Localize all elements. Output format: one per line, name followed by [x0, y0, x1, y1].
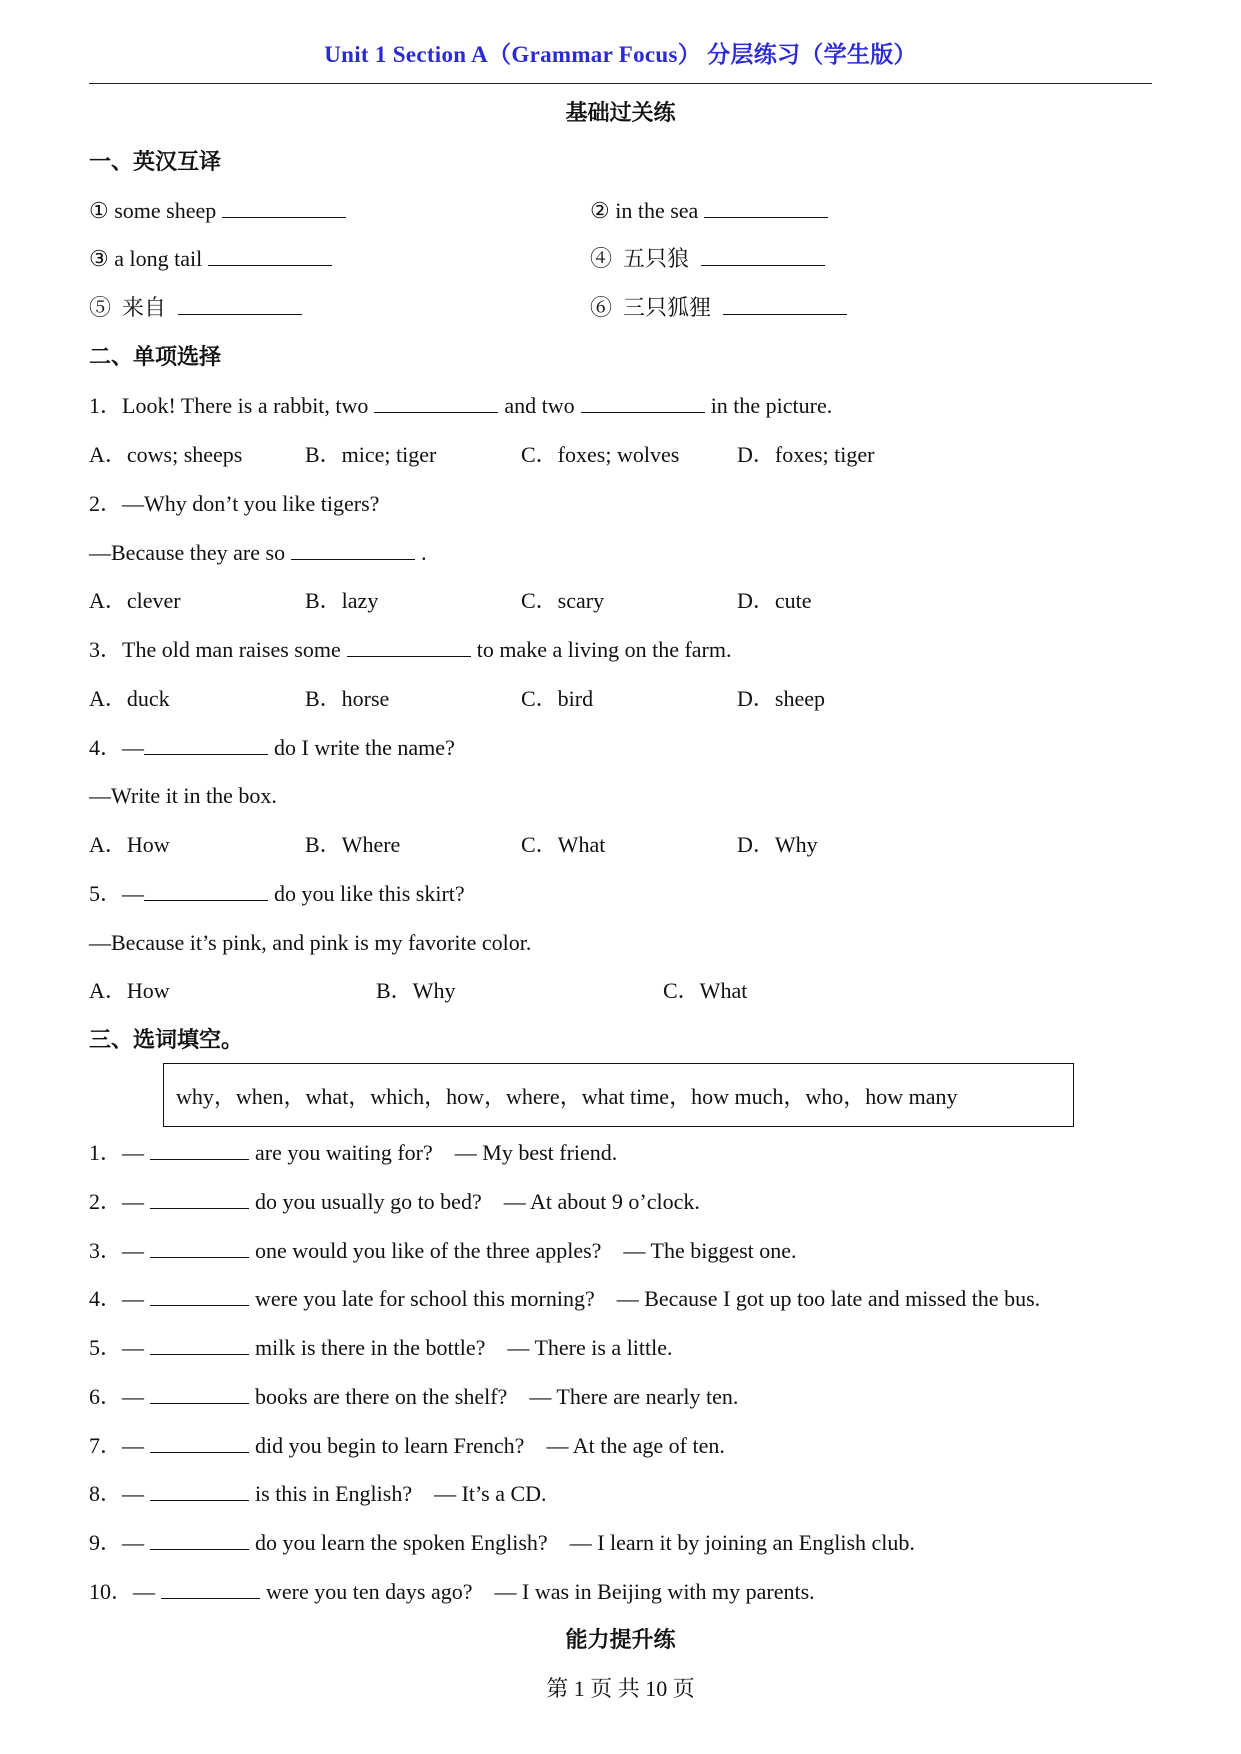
answer-blank[interactable] — [161, 1578, 260, 1599]
option-d[interactable]: D．foxes; tiger — [737, 442, 875, 467]
option-b[interactable]: B．lazy — [305, 588, 379, 613]
answer-blank[interactable] — [347, 636, 471, 657]
fill-item: 7．— did you begin to learn French? — At the age of ten. — [89, 1433, 725, 1458]
option-c[interactable]: C．bird — [521, 686, 594, 711]
answer-blank[interactable] — [723, 294, 847, 315]
section-title-advanced: 能力提升练 — [565, 1627, 676, 1652]
fill-item: 3．— one would you like of the three apples? — The biggest one. — [89, 1238, 797, 1263]
option-b[interactable]: B．Why — [376, 978, 456, 1003]
answer-blank[interactable] — [150, 1529, 249, 1550]
part1-item: ③ a long tail — [89, 244, 338, 274]
fill-item: 5．— milk is there in the bottle? — There is a little. — [89, 1335, 673, 1360]
part1-item: ④ 五只狼 — [590, 244, 831, 274]
question-2: 2．—Why don’t you like tigers? — [89, 491, 380, 516]
answer-blank[interactable] — [374, 392, 498, 413]
option-c[interactable]: C．What — [663, 978, 748, 1003]
answer-blank[interactable] — [150, 1188, 249, 1209]
part1-item: ① some sheep — [89, 196, 352, 226]
fill-item: 8．— is this in English? — It’s a CD. — [89, 1481, 547, 1506]
part1-item: ⑤ 来自 — [89, 293, 308, 323]
fill-item: 6．— books are there on the shelf? — There are nearly ten. — [89, 1384, 739, 1409]
part1-title: 一、英汉互译 — [89, 149, 222, 174]
answer-blank[interactable] — [150, 1383, 249, 1404]
option-a[interactable]: A．How — [89, 832, 170, 857]
answer-blank[interactable] — [150, 1334, 249, 1355]
part3-title: 三、选词填空。 — [89, 1027, 244, 1052]
part1-item: ⑥ 三只狐狸 — [590, 293, 853, 323]
fill-item: 10．— were you ten days ago? — I was in Beijing with my parents. — [89, 1579, 815, 1604]
option-a[interactable]: A．clever — [89, 588, 181, 613]
answer-blank[interactable] — [704, 197, 828, 218]
answer-blank[interactable] — [150, 1432, 249, 1453]
part1-item: ② in the sea — [590, 196, 834, 226]
fill-item: 9．— do you learn the spoken English? — I learn it by joining an English club. — [89, 1530, 915, 1555]
answer-blank[interactable] — [208, 245, 332, 266]
question-2-response: —Because they are so . — [89, 540, 427, 565]
answer-blank[interactable] — [150, 1285, 249, 1306]
option-b[interactable]: B．horse — [305, 686, 390, 711]
header-rule — [89, 83, 1152, 84]
question-4-response: —Write it in the box. — [89, 783, 277, 808]
answer-blank[interactable] — [581, 392, 705, 413]
option-a[interactable]: A．How — [89, 978, 170, 1003]
question-4: 4．— do I write the name? — [89, 735, 455, 760]
option-a[interactable]: A．cows; sheeps — [89, 442, 243, 467]
answer-blank[interactable] — [178, 294, 302, 315]
answer-blank[interactable] — [222, 197, 346, 218]
fill-item: 2．— do you usually go to bed? — At about 9 o’clock. — [89, 1189, 700, 1214]
option-d[interactable]: D．cute — [737, 588, 812, 613]
question-1: 1．Look! There is a rabbit, two and two in the picture. — [89, 393, 833, 418]
word-bank-box — [163, 1063, 1074, 1127]
option-b[interactable]: B．Where — [305, 832, 401, 857]
word-bank: why，when，what，which，how，where，what time，how much，who，how many — [176, 1083, 958, 1109]
option-d[interactable]: D．Why — [737, 832, 818, 857]
answer-blank[interactable] — [150, 1237, 249, 1258]
option-b[interactable]: B．mice; tiger — [305, 442, 437, 467]
answer-blank[interactable] — [150, 1139, 249, 1160]
option-c[interactable]: C．scary — [521, 588, 605, 613]
answer-blank[interactable] — [701, 245, 825, 266]
answer-blank[interactable] — [144, 734, 268, 755]
part2-title: 二、单项选择 — [89, 344, 222, 369]
option-a[interactable]: A．duck — [89, 686, 170, 711]
section-title-basic: 基础过关练 — [565, 100, 676, 125]
question-5: 5．— do you like this skirt? — [89, 881, 465, 906]
fill-item: 1．— are you waiting for? — My best friend. — [89, 1140, 618, 1165]
question-3: 3．The old man raises some to make a living on the farm. — [89, 637, 732, 662]
fill-item: 4．— were you late for school this morning? — Because I got up too late and missed the bus. — [89, 1286, 1041, 1311]
document-header: Unit 1 Section A（Grammar Focus） 分层练习（学生版） — [324, 42, 917, 67]
option-c[interactable]: C．What — [521, 832, 606, 857]
answer-blank[interactable] — [291, 539, 415, 560]
question-5-response: —Because it’s pink, and pink is my favorite color. — [89, 930, 532, 955]
option-d[interactable]: D．sheep — [737, 686, 825, 711]
answer-blank[interactable] — [150, 1480, 249, 1501]
option-c[interactable]: C．foxes; wolves — [521, 442, 680, 467]
answer-blank[interactable] — [144, 880, 268, 901]
page-footer: 第 1 页 共 10 页 — [546, 1676, 695, 1701]
